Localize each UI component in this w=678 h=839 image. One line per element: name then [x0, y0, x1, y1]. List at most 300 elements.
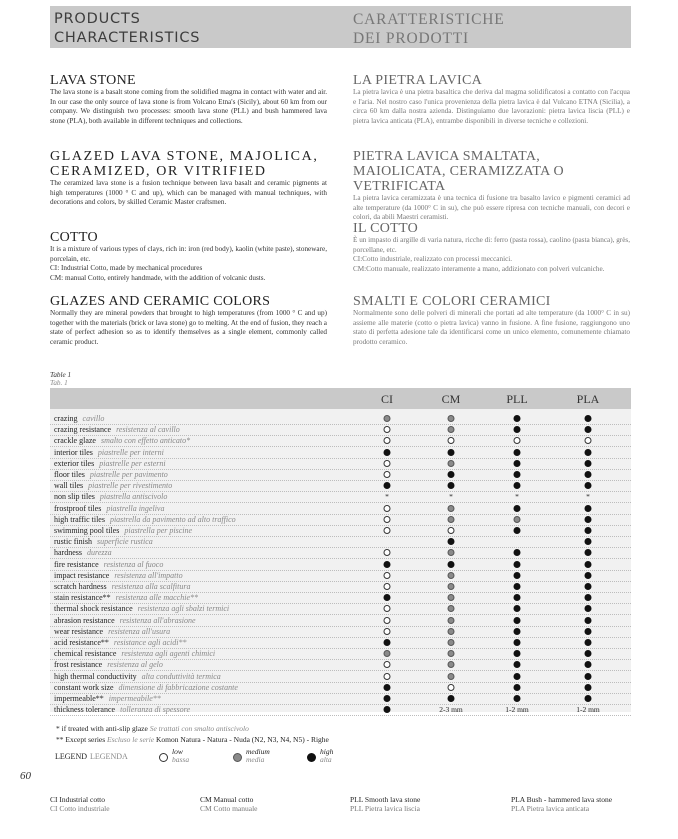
legend-medium-it: media — [246, 755, 265, 764]
legend-low-it: bassa — [172, 755, 190, 764]
cell-pla — [584, 638, 593, 647]
row-label-it: piastrella per piscine — [124, 526, 193, 535]
medium-dot-icon — [448, 549, 455, 556]
cell-pla — [584, 436, 593, 445]
table-row — [50, 693, 631, 705]
high-dot-icon — [585, 594, 592, 601]
cell-pla — [584, 604, 593, 613]
high-dot-icon — [384, 449, 391, 456]
table-row — [50, 491, 631, 503]
row-label — [54, 525, 192, 536]
table-row — [50, 626, 631, 638]
low-dot-icon — [585, 437, 592, 444]
row-label-it: resistenza al gelo — [107, 660, 163, 670]
high-dot-icon — [514, 482, 521, 489]
high-dot-icon — [585, 661, 592, 668]
high-dot-icon — [448, 482, 455, 489]
row-label — [54, 581, 190, 592]
table-row — [50, 447, 631, 459]
cell-cm — [447, 470, 456, 479]
section-body: Normalmente sono delle polveri di minerali che portati ad alte temperature (da 1000° C in su) assieme alle materie (cotto o pietra lavica) vanno in fusione. A fine fusione, raggiungono uno stato di perfetta adesione tale da identificarsi come un unico elemento, comunemente chiamato prodotto ceramico. — [353, 309, 630, 346]
section-body: È un impasto di argille di varia natura, ricche di: ferro (pasta rossa), caolino (pasta bianca), grès, porcellane, etc. CI:Cotto industriale, realizzato con processi meccanici. CM:Cotto manuale, realizzato interamente a mano, addizionato con polveri vulcaniche. — [353, 236, 630, 273]
medium-dot-icon — [233, 753, 242, 762]
cell-pla — [584, 616, 593, 625]
footer-ci-it: CI Cotto industriale — [50, 804, 110, 813]
cell-cm — [447, 649, 456, 658]
table-row — [50, 435, 631, 447]
table-row — [50, 559, 631, 571]
cell-pll — [513, 672, 522, 681]
high-dot-icon — [514, 673, 521, 680]
row-label-it: resistenza all'abrasione — [119, 615, 196, 625]
high-dot-icon — [307, 753, 316, 762]
cell-pll — [497, 705, 537, 714]
cell-cm — [447, 582, 456, 591]
row-label — [54, 435, 190, 446]
cell-cm — [447, 537, 456, 546]
cell-pll — [513, 638, 522, 647]
row-label-it: piastrelle per interni — [97, 447, 164, 457]
high-dot-icon — [585, 482, 592, 489]
footer-cm-it: CM Cotto manuale — [200, 804, 258, 813]
table-row — [50, 659, 631, 671]
low-dot-icon — [384, 605, 391, 612]
section-title: LA PIETRA LAVICA — [353, 73, 482, 88]
cell-ci — [383, 627, 392, 636]
cell-pll — [513, 604, 522, 613]
row-label — [54, 659, 163, 670]
row-label-it: dimensione di fabbricazione costante — [118, 682, 238, 692]
medium-dot-icon — [448, 605, 455, 612]
cell-cm — [447, 414, 456, 423]
legend — [55, 748, 415, 766]
cell-pll — [513, 537, 522, 546]
row-label-it: durezza — [87, 548, 112, 558]
cell-cm — [447, 604, 456, 613]
high-dot-icon — [585, 639, 592, 646]
cell-cm — [447, 560, 456, 569]
page-number: 60 — [20, 770, 31, 782]
cell-cm — [431, 705, 471, 714]
high-dot-icon — [384, 706, 391, 713]
table-row — [50, 424, 631, 436]
footer-ci-en: CI Industrial cotto — [50, 795, 105, 804]
high-dot-icon — [585, 572, 592, 579]
row-label-it: tolleranza di spessore — [120, 705, 191, 715]
cell-text: 2-3 mm — [439, 705, 463, 715]
cell-cm — [447, 504, 456, 513]
section-title: GLAZED LAVA STONE, MAJOLICA, CERAMIZED, OR VITRIFIED — [50, 149, 319, 179]
high-dot-icon — [585, 583, 592, 590]
row-label-en: swimming pool tiles — [54, 526, 120, 535]
cell-cm — [447, 593, 456, 602]
footnote-anti-slip — [56, 724, 249, 734]
section-body: It is a mixture of various types of clays, rich in: iron (red body), kaolin (white paste), stoneware, porcelain, etc. CI: Industrial Cotto, made by mechanical procedures CM: manual Cotto, entirely handmade, with the addition of volcanic dusts. — [50, 245, 327, 282]
row-label-en: high thermal conductivity — [54, 671, 137, 681]
high-dot-icon — [585, 695, 592, 702]
cell-text: * — [586, 492, 590, 502]
table-row — [50, 503, 631, 515]
high-dot-icon — [585, 460, 592, 467]
cell-pla — [584, 548, 593, 557]
table-row — [50, 570, 631, 582]
high-dot-icon — [514, 426, 521, 433]
row-label-it: cavillo — [82, 414, 105, 423]
high-dot-icon — [585, 617, 592, 624]
cell-ci — [383, 425, 392, 434]
header-title-it-line1: CARATTERISTICHE — [353, 11, 505, 28]
row-label-it: superficie rustica — [97, 537, 153, 547]
low-dot-icon — [384, 583, 391, 590]
column-header-pll: PLL — [506, 392, 528, 406]
high-dot-icon — [514, 527, 521, 534]
row-label — [54, 648, 215, 659]
row-label — [54, 615, 196, 626]
section-title: SMALTI E COLORI CERAMICI — [353, 294, 551, 309]
row-label-it: piastrelle per rivestimento — [88, 481, 173, 491]
cell-pla — [584, 470, 593, 479]
row-label-it: piastrella ingeliva — [106, 503, 165, 513]
cell-ci — [383, 504, 392, 513]
cell-pla — [584, 627, 593, 636]
cell-ci — [383, 571, 392, 580]
table-row — [50, 458, 631, 470]
cell-cm — [447, 448, 456, 457]
high-dot-icon — [384, 561, 391, 568]
row-label — [54, 682, 238, 693]
row-label-en: interior tiles — [54, 447, 93, 457]
table-row — [50, 671, 631, 683]
cell-ci — [383, 470, 392, 479]
row-label — [54, 503, 164, 514]
high-dot-icon — [514, 449, 521, 456]
cell-cm — [447, 571, 456, 580]
cell-pll — [513, 649, 522, 658]
cell-pla — [584, 683, 593, 692]
row-label-en: chemical resistance — [54, 649, 117, 659]
cell-text: 1-2 mm — [576, 705, 600, 715]
medium-dot-icon — [448, 673, 455, 680]
row-label — [54, 570, 183, 581]
row-label — [54, 536, 153, 547]
cell-cm — [447, 660, 456, 669]
section-title: LAVA STONE — [50, 73, 136, 88]
row-label — [54, 559, 163, 570]
cell-cm — [447, 616, 456, 625]
cell-cm — [447, 459, 456, 468]
medium-dot-icon — [448, 572, 455, 579]
footer-cm — [200, 795, 258, 813]
footer-pla-it: PLA Pietra lavica anticata — [511, 804, 590, 813]
section-title: COTTO — [50, 230, 98, 245]
cell-pll — [513, 436, 522, 445]
row-label — [54, 626, 170, 637]
row-label — [54, 447, 164, 458]
legend-low-en: low — [172, 747, 183, 756]
cell-pll — [513, 470, 522, 479]
row-label-en: impact resistance — [54, 570, 110, 580]
cell-cm — [447, 627, 456, 636]
row-label-it: piastrella antiscivolo — [99, 492, 168, 502]
table-caption-en: Table 1 — [50, 371, 72, 379]
cell-ci — [383, 672, 392, 681]
cell-pla — [568, 705, 608, 714]
row-label-en: abrasion resistance — [54, 615, 115, 625]
low-dot-icon — [384, 516, 391, 523]
high-dot-icon — [514, 471, 521, 478]
row-label-en: stain resistance** — [54, 593, 111, 603]
cell-pla — [584, 448, 593, 457]
footer-pll-en: PLL Smooth lava stone — [350, 795, 421, 804]
row-label-it: impermeabile** — [108, 694, 161, 703]
cell-pla — [584, 481, 593, 490]
low-dot-icon — [384, 437, 391, 444]
section-glazed-lava-en — [50, 149, 327, 208]
row-label-it: resistenza agli sbalzi termici — [137, 604, 230, 614]
cell-pla — [584, 660, 593, 669]
cell-ci — [383, 537, 392, 546]
cell-cm — [447, 481, 456, 490]
low-dot-icon — [514, 437, 521, 444]
cell-pla — [584, 694, 593, 703]
table-row — [50, 615, 631, 627]
row-label-it: resistenza al fuoco — [103, 559, 164, 569]
row-label — [54, 469, 168, 480]
table-row — [50, 637, 631, 649]
cell-ci — [383, 459, 392, 468]
low-dot-icon — [384, 549, 391, 556]
cell-ci — [383, 492, 392, 501]
high-dot-icon — [384, 594, 391, 601]
cell-pll — [513, 683, 522, 692]
medium-dot-icon — [448, 594, 455, 601]
high-dot-icon — [514, 460, 521, 467]
column-header-ci: CI — [381, 392, 393, 406]
legend-title-en: LEGEND — [55, 752, 87, 761]
high-dot-icon — [514, 583, 521, 590]
footer-pla-en: PLA Bush - hammered lava stone — [511, 795, 613, 804]
row-label-it: resistenza agli agenti chimici — [121, 649, 216, 659]
row-label-it: resistance agli acidi** — [113, 638, 187, 647]
footnote-text-en: * if treated with anti-slip glaze — [56, 724, 148, 733]
characteristics-table — [50, 388, 631, 715]
row-label-en: frost resistance — [54, 660, 103, 670]
row-label-en: impermeable** — [54, 694, 104, 703]
row-label — [54, 592, 198, 603]
table-row — [50, 469, 631, 481]
cell-pll — [513, 459, 522, 468]
cell-pll — [513, 481, 522, 490]
cell-pla — [584, 425, 593, 434]
medium-dot-icon — [448, 639, 455, 646]
row-label-en: thickness tolerance — [54, 705, 116, 715]
column-header-pla: PLA — [576, 392, 600, 406]
cell-cm — [447, 526, 456, 535]
medium-dot-icon — [384, 415, 391, 422]
table-row — [50, 648, 631, 660]
footer-pla — [511, 795, 612, 813]
row-label — [54, 480, 172, 491]
high-dot-icon — [514, 561, 521, 568]
high-dot-icon — [585, 449, 592, 456]
high-dot-icon — [585, 561, 592, 568]
cell-pll — [513, 548, 522, 557]
row-label-en: high traffic tiles — [54, 514, 105, 524]
section-title: GLAZES AND CERAMIC COLORS — [50, 294, 271, 309]
row-label-en: frostproof tiles — [54, 503, 102, 513]
cell-pll — [513, 627, 522, 636]
cell-pll — [513, 660, 522, 669]
table-row — [50, 413, 631, 425]
high-dot-icon — [514, 572, 521, 579]
cell-pll — [513, 504, 522, 513]
cell-pll — [513, 515, 522, 524]
cell-pla — [584, 515, 593, 524]
section-glazed-lava-it — [353, 149, 630, 223]
medium-dot-icon — [448, 628, 455, 635]
cell-cm — [447, 694, 456, 703]
cell-ci — [383, 448, 392, 457]
row-label-en: hardness — [54, 548, 82, 558]
low-dot-icon — [384, 527, 391, 534]
section-cotto-it — [353, 221, 630, 274]
legend-high-en: high — [320, 747, 334, 756]
high-dot-icon — [585, 415, 592, 422]
low-dot-icon — [384, 460, 391, 467]
table-row — [50, 525, 631, 537]
row-label-en: crackle glaze — [54, 436, 96, 446]
table-row — [50, 547, 631, 559]
header-title-en-line2: CHARACTERISTICS — [54, 30, 201, 46]
row-label-it: piastrelle per pavimento — [89, 470, 168, 479]
row-label — [54, 424, 180, 435]
cell-ci — [383, 560, 392, 569]
cell-ci — [383, 481, 392, 490]
cell-cm — [447, 515, 456, 524]
high-dot-icon — [585, 628, 592, 635]
low-dot-icon — [384, 628, 391, 635]
row-label-en: exterior tiles — [54, 458, 95, 468]
cell-cm — [447, 548, 456, 557]
high-dot-icon — [585, 471, 592, 478]
row-label-en: constant work size — [54, 682, 114, 692]
high-dot-icon — [514, 695, 521, 702]
legend-high-it: alta — [320, 755, 332, 764]
low-dot-icon — [384, 505, 391, 512]
cell-pla — [584, 414, 593, 423]
legend-medium-en: medium — [246, 747, 270, 756]
high-dot-icon — [514, 505, 521, 512]
low-dot-icon — [448, 437, 455, 444]
high-dot-icon — [585, 684, 592, 691]
cell-pla — [584, 672, 593, 681]
row-label-it: resistenza all'usura — [108, 626, 171, 636]
medium-dot-icon — [448, 426, 455, 433]
high-dot-icon — [448, 471, 455, 478]
medium-dot-icon — [448, 415, 455, 422]
cell-pll — [513, 616, 522, 625]
high-dot-icon — [448, 695, 455, 702]
footnote-text-it: Escluso le serie — [107, 735, 155, 744]
header-title-it-line2: DEI PRODOTTI — [353, 30, 469, 47]
cell-ci — [383, 694, 392, 703]
cell-text: * — [385, 492, 389, 502]
high-dot-icon — [585, 426, 592, 433]
low-dot-icon — [448, 684, 455, 691]
row-label-en: crazing — [54, 414, 78, 423]
cell-pll — [513, 694, 522, 703]
high-dot-icon — [448, 561, 455, 568]
cell-pla — [584, 571, 593, 580]
cell-ci — [383, 582, 392, 591]
cell-ci — [383, 414, 392, 423]
legend-title-it: LEGENDA — [90, 752, 128, 761]
high-dot-icon — [384, 482, 391, 489]
high-dot-icon — [585, 549, 592, 556]
low-dot-icon — [384, 426, 391, 433]
header-title-en-line1: PRODUCTS — [54, 11, 141, 27]
cell-pll — [513, 560, 522, 569]
cell-cm — [447, 638, 456, 647]
row-label — [54, 637, 186, 648]
table-row — [50, 682, 631, 694]
high-dot-icon — [514, 605, 521, 612]
cell-pla — [584, 492, 593, 501]
section-body: La pietra lavica ceramizzata è una tecnica di fusione tra basalto lavico e pigmenti ceramici ad alte temperature (da 1000° C in su), che può essere ripresa con tecniche manuali, con decori e colori, da abili Maestri ceramisti. — [353, 194, 630, 222]
cell-ci — [383, 436, 392, 445]
row-label — [54, 491, 167, 502]
cell-pll — [513, 526, 522, 535]
cell-ci — [383, 638, 392, 647]
row-label — [54, 413, 104, 424]
low-dot-icon — [384, 673, 391, 680]
medium-dot-icon — [448, 661, 455, 668]
cell-pla — [584, 459, 593, 468]
footnote-text-it: Se trattati con smalto antiscivolo — [149, 724, 249, 733]
section-body: The lava stone is a basalt stone coming from the solidified magma in contact with water and air. In our case the only source of lava stone is from Volcano Etna's (Sicily), about 60 km from our company. We distinguish two processes: smooth lava stone (PLL) and bush hammered lava stone (PLA), both available in different techniques and collections. — [50, 88, 327, 125]
footer-ci — [50, 795, 110, 813]
row-label-en: crazing resistance — [54, 425, 112, 435]
high-dot-icon — [514, 617, 521, 624]
column-header-cm: CM — [441, 392, 461, 406]
row-label-it: resistenza al cavillo — [116, 425, 180, 435]
cell-ci — [383, 660, 392, 669]
cell-text: * — [449, 492, 453, 502]
footnote-text-en: ** Except series — [56, 735, 106, 744]
table-row — [50, 514, 631, 526]
high-dot-icon — [514, 650, 521, 657]
table-header — [50, 388, 631, 409]
high-dot-icon — [514, 549, 521, 556]
low-dot-icon — [384, 661, 391, 668]
table-row — [50, 536, 631, 548]
row-label — [54, 458, 166, 469]
low-dot-icon — [384, 617, 391, 624]
footer-pll — [350, 795, 420, 813]
high-dot-icon — [514, 661, 521, 668]
high-dot-icon — [448, 538, 455, 545]
table-row — [50, 704, 631, 716]
high-dot-icon — [384, 639, 391, 646]
low-dot-icon — [448, 527, 455, 534]
low-dot-icon — [384, 572, 391, 579]
row-label — [54, 671, 221, 682]
high-dot-icon — [514, 628, 521, 635]
high-dot-icon — [585, 605, 592, 612]
medium-dot-icon — [448, 460, 455, 467]
row-label-it: resistenza alle macchie** — [115, 593, 199, 603]
high-dot-icon — [585, 527, 592, 534]
